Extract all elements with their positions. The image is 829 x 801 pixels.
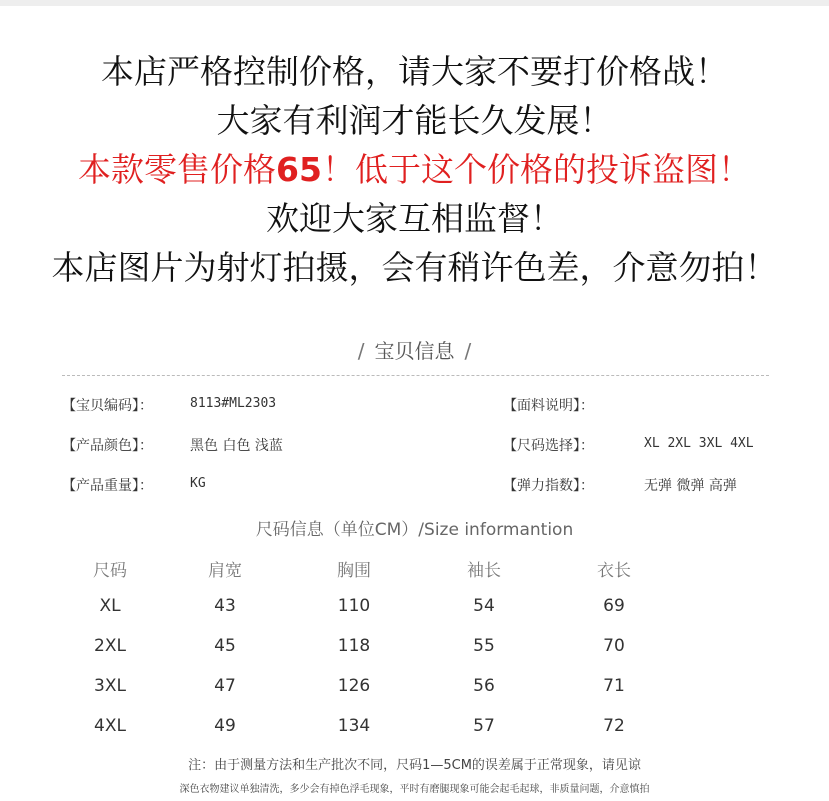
sleeve-header: 袖长 [467, 561, 501, 581]
table-cell: 69 [603, 596, 625, 616]
retail-price-prefix: 本款零售价格 [78, 150, 277, 189]
heading-slash-right: / [464, 339, 472, 363]
retail-price-notice [0, 144, 829, 191]
size-header: 尺码 [93, 561, 127, 581]
table-cell: 47 [214, 676, 236, 696]
size-info-title: 尺码信息（单位CM）/Size informantion [255, 520, 574, 540]
length-header: 衣长 [597, 561, 631, 581]
table-cell: 2XL [94, 636, 126, 656]
table-cell: 70 [603, 636, 625, 656]
dashed-divider [62, 375, 769, 376]
table-cell: 3XL [94, 676, 126, 696]
chest-header: 胸围 [337, 561, 371, 581]
table-cell: 45 [214, 636, 236, 656]
table-cell: 110 [337, 596, 371, 616]
product-weight-value: KG [190, 476, 206, 491]
top-strip [0, 0, 829, 6]
color-difference-notice: 本店图片为射灯拍摄，会有稍许色差，介意勿拍！ [51, 248, 778, 287]
table-cell: 55 [473, 636, 495, 656]
product-info-heading [0, 335, 829, 364]
table-cell: 57 [473, 716, 495, 736]
table-cell: 72 [603, 716, 625, 736]
heading-slash-left: / [357, 339, 365, 363]
stretch-index-value: 无弹 微弹 高弹 [644, 478, 737, 494]
price-control-notice: 本店严格控制价格，请大家不要打价格战！ [101, 52, 728, 91]
table-cell: 71 [603, 676, 625, 696]
washing-note: 深色衣物建议单独清洗，多少会有掉色浮毛现象，平时有磨腿现象可能会起毛起球，非质量问题，介意慎拍 [179, 784, 650, 795]
measurement-note: 注：由于测量方法和生产批次不同，尺码1—5CM的误差属于正常现象，请见谅 [188, 758, 641, 773]
shoulder-header: 肩宽 [208, 561, 242, 581]
table-cell: 4XL [94, 716, 126, 736]
size-choice-label: 【尺码选择】： [503, 438, 594, 454]
supervision-notice: 欢迎大家互相监督！ [266, 199, 563, 238]
retail-price-value: 65 [276, 150, 322, 189]
table-cell: 118 [337, 636, 371, 656]
table-cell: 49 [214, 716, 236, 736]
table-cell: 56 [473, 676, 495, 696]
fabric-label: 【面料说明】： [503, 398, 594, 414]
heading-text: 宝贝信息 [374, 339, 455, 363]
table-cell: XL [99, 596, 121, 616]
profit-notice: 大家有利润才能长久发展！ [216, 101, 613, 140]
retail-price-suffix: ！低于这个价格的投诉盗图！ [321, 150, 751, 189]
table-cell: 43 [214, 596, 236, 616]
table-cell: 134 [337, 716, 371, 736]
product-code-label: 【宝贝编码】： [62, 398, 153, 414]
stretch-index-label: 【弹力指数】： [503, 478, 594, 494]
product-color-value: 黑色 白色 浅蓝 [190, 438, 283, 454]
size-choice-value: XL 2XL 3XL 4XL [644, 436, 754, 451]
product-code-value: 8113#ML2303 [190, 396, 277, 411]
product-color-label: 【产品颜色】： [62, 438, 153, 454]
product-weight-label: 【产品重量】： [62, 478, 153, 494]
table-cell: 54 [473, 596, 495, 616]
table-cell: 126 [337, 676, 371, 696]
